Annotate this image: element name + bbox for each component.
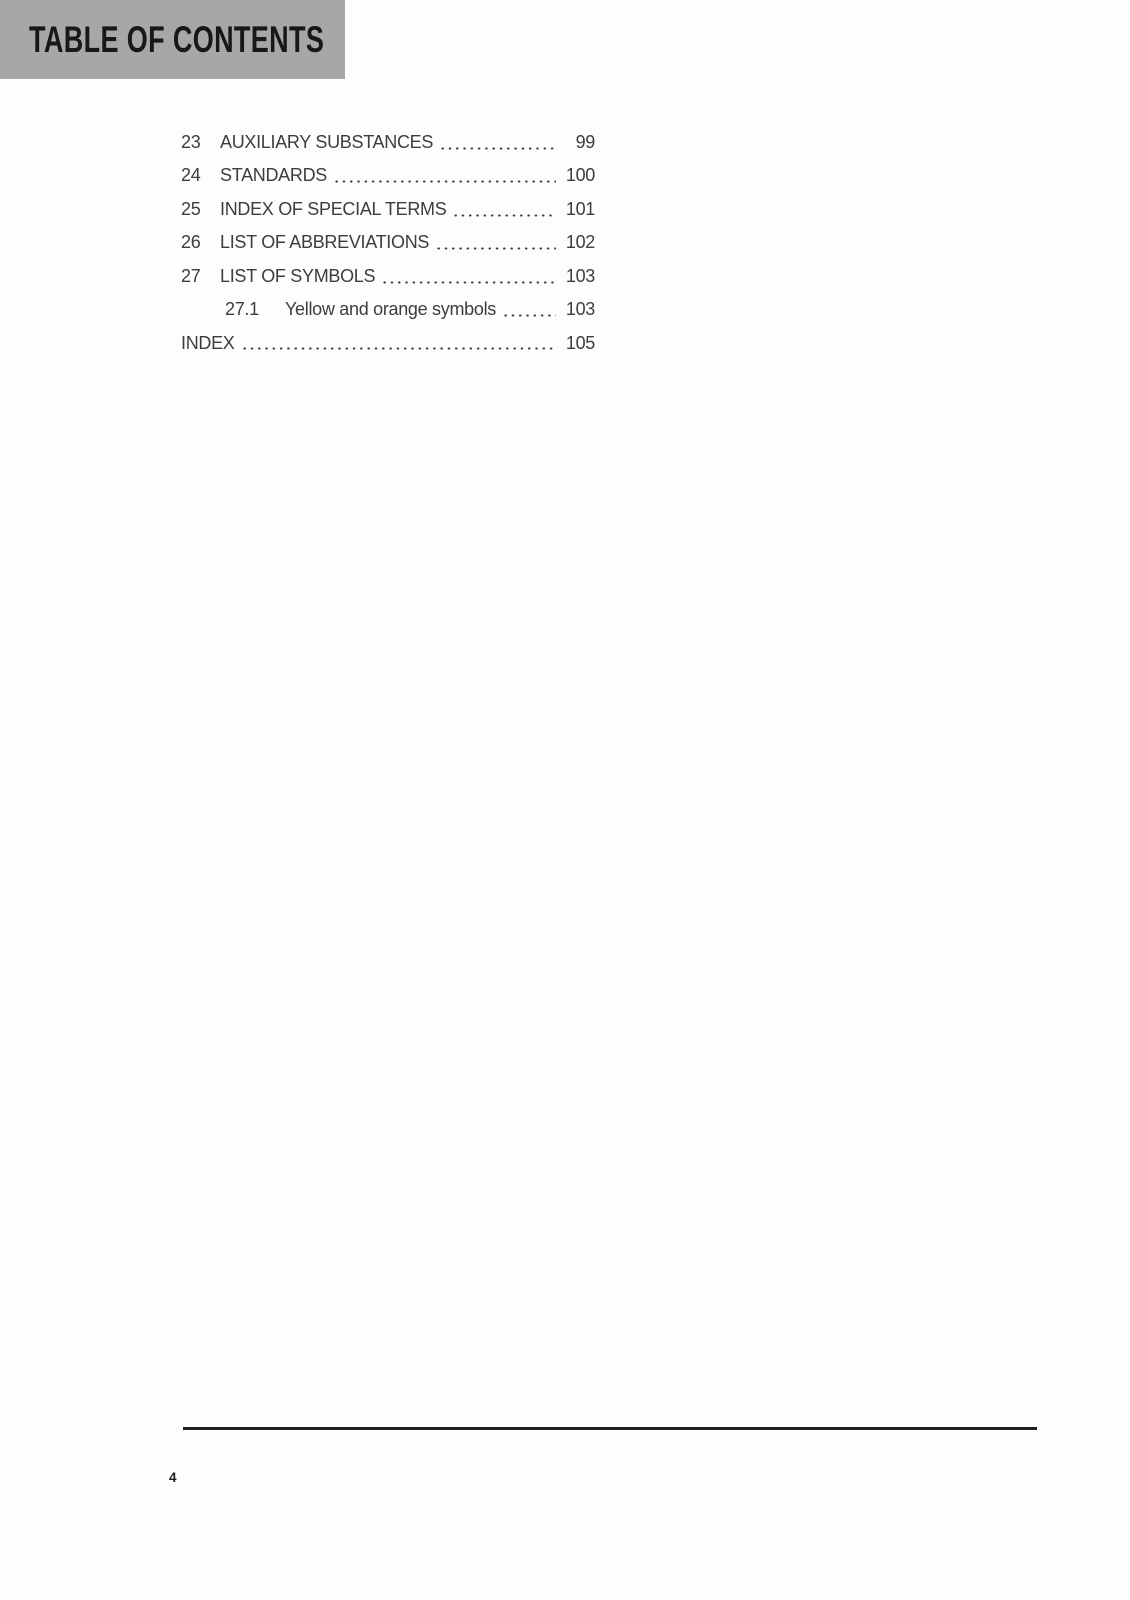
page-number: 4: [169, 1470, 177, 1485]
toc-entry: [181, 260, 595, 293]
toc-leader-dots: [437, 126, 556, 159]
toc-entry: [181, 293, 595, 326]
toc-entry-page: 103: [565, 299, 595, 320]
toc-entry-number: 25: [181, 198, 201, 219]
toc-leader-dots: [379, 260, 556, 293]
toc-leader-dots: [433, 226, 556, 259]
toc-entry: [181, 126, 595, 159]
toc-entry-number: 26: [181, 232, 201, 253]
toc-entry-title: AUXILIARY SUBSTANCES: [220, 132, 434, 152]
toc-entry-title: LIST OF SYMBOLS: [220, 265, 376, 286]
toc-entry-page: 101: [565, 198, 595, 219]
page-title: TABLE OF CONTENTS: [29, 18, 325, 60]
toc-entry-page: 102: [565, 232, 595, 253]
toc-header-bar: [0, 0, 345, 79]
toc-entry: [181, 226, 595, 259]
toc-leader-dots: [331, 159, 556, 192]
toc-entry-title: LIST OF ABBREVIATIONS: [220, 232, 430, 253]
toc-entry: [181, 193, 595, 226]
toc-entry-page: 105: [565, 332, 595, 353]
toc-entry-title: INDEX OF SPECIAL TERMS: [220, 198, 447, 219]
toc-entry: [181, 327, 595, 360]
toc-leader-dots: [450, 193, 556, 226]
toc-entry-page: 99: [575, 132, 595, 152]
toc-entry: [181, 159, 595, 192]
toc-leader-dots: [500, 293, 556, 326]
toc-list: [181, 126, 595, 360]
toc-entry-title: STANDARDS: [220, 165, 327, 186]
toc-entry-title: Yellow and orange symbols: [285, 299, 496, 320]
toc-entry-page: 100: [565, 165, 595, 186]
toc-entry-page: 103: [565, 265, 595, 286]
footer-rule: [183, 1427, 1037, 1430]
toc-entry-number: 23: [181, 132, 201, 152]
toc-leader-dots: [239, 327, 556, 360]
toc-entry-number: 27.1: [225, 299, 259, 320]
toc-entry-number: 24: [181, 165, 201, 186]
toc-entry-number: 27: [181, 265, 201, 286]
toc-entry-title: INDEX: [181, 332, 235, 353]
